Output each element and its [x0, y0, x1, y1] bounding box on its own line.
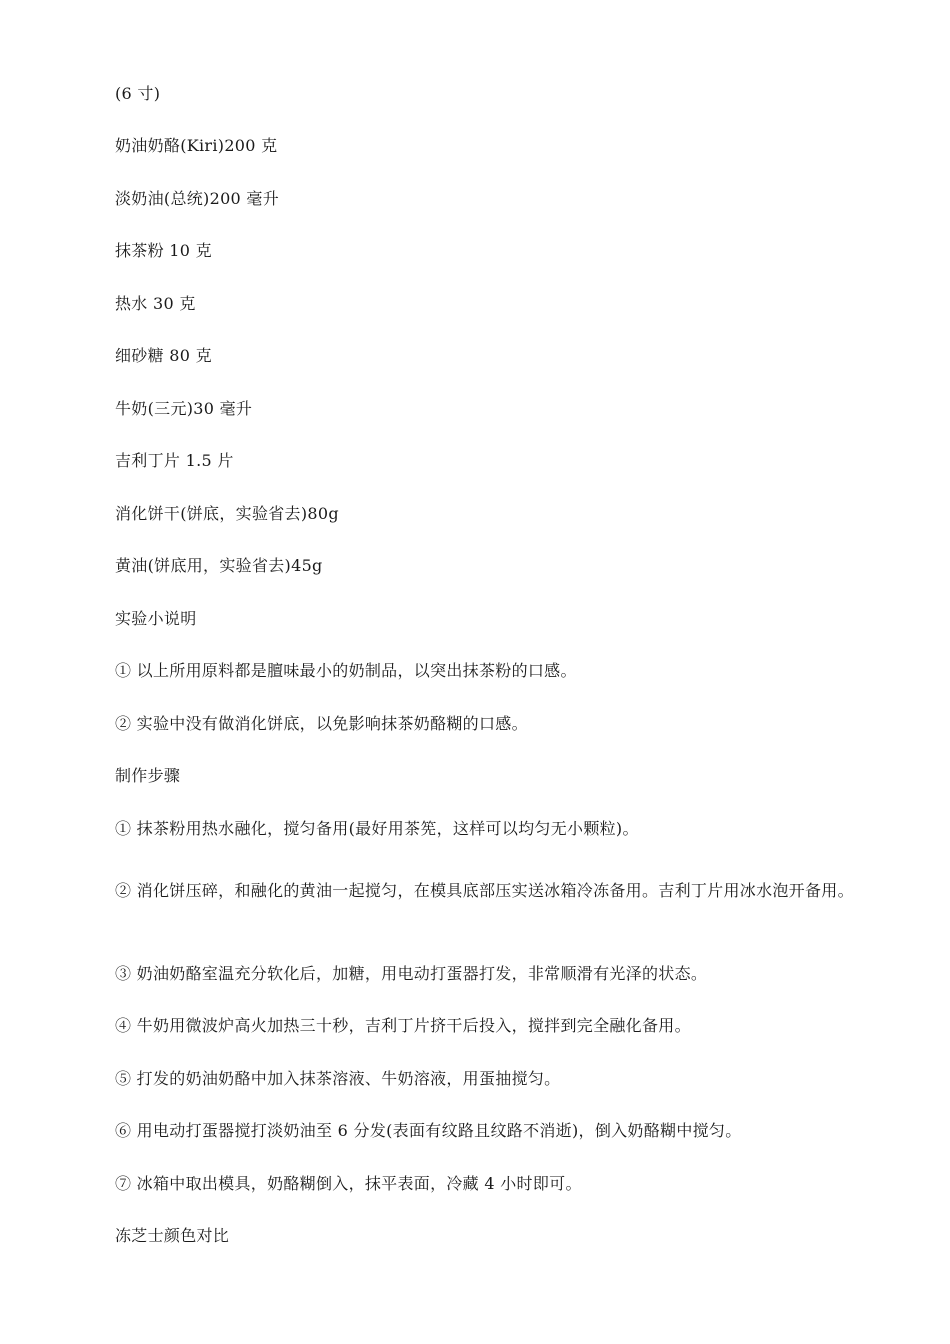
ingredient-biscuits: 消化饼干(饼底，实验省去)80g	[115, 504, 339, 523]
step-item: ⑥ 用电动打蛋器搅打淡奶油至 6 分发(表面有纹路且纹路不消逝)，倒入奶酪糊中搅匀。	[115, 1121, 742, 1140]
ingredient-sugar: 细砂糖 80 克	[115, 346, 212, 365]
closing-heading: 冻芝士颜色对比	[115, 1226, 230, 1245]
notes-heading: 实验小说明	[115, 609, 197, 628]
step-item: ⑤ 打发的奶油奶酪中加入抹茶溶液、牛奶溶液，用蛋抽搅匀。	[115, 1069, 561, 1088]
step-item: ③ 奶油奶酪室温充分软化后，加糖，用电动打蛋器打发，非常顺滑有光泽的状态。	[115, 964, 708, 983]
ingredient-milk: 牛奶(三元)30 毫升	[115, 399, 253, 418]
size-note: (6 寸)	[115, 84, 161, 103]
step-item: ② 消化饼压碎，和融化的黄油一起搅匀，在模具底部压实送冰箱冷冻备用。吉利丁片用冰水泡开备用。	[115, 881, 854, 900]
ingredient-whipping-cream: 淡奶油(总统)200 毫升	[115, 189, 280, 208]
step-item: ④ 牛奶用微波炉高火加热三十秒，吉利丁片挤干后投入，搅拌到完全融化备用。	[115, 1016, 691, 1035]
ingredient-cream-cheese: 奶油奶酪(Kiri)200 克	[115, 136, 278, 155]
ingredient-gelatin: 吉利丁片 1.5 片	[115, 451, 234, 470]
ingredient-matcha-powder: 抹茶粉 10 克	[115, 241, 212, 260]
step-item: ⑦ 冰箱中取出模具，奶酪糊倒入，抹平表面，冷藏 4 小时即可。	[115, 1174, 582, 1193]
ingredient-hot-water: 热水 30 克	[115, 294, 196, 313]
ingredient-butter: 黄油(饼底用，实验省去)45g	[115, 556, 323, 575]
steps-heading: 制作步骤	[115, 766, 181, 785]
step-item: ① 抹茶粉用热水融化，搅匀备用(最好用茶筅，这样可以均匀无小颗粒)。	[115, 819, 639, 838]
note-item: ① 以上所用原料都是膻味最小的奶制品，以突出抹茶粉的口感。	[115, 661, 577, 680]
note-item: ② 实验中没有做消化饼底，以免影响抹茶奶酪糊的口感。	[115, 714, 528, 733]
